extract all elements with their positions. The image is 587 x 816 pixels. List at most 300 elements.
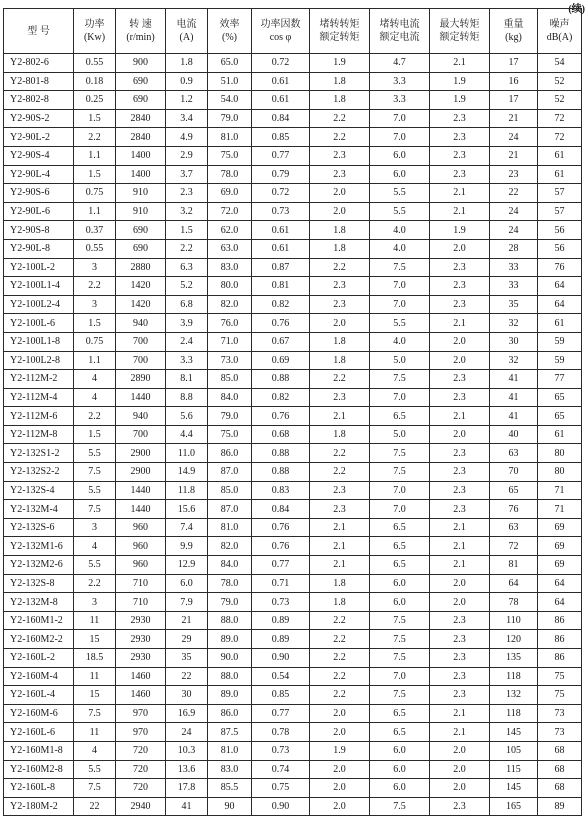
cell-power-factor: 0.82: [252, 388, 310, 407]
cell-power-factor: 0.54: [252, 667, 310, 686]
cell-power: 1.1: [74, 351, 116, 370]
cell-locked-torque-ratio: 1.9: [310, 741, 370, 760]
table-row: [4, 797, 582, 816]
cell-locked-current-ratio: 6.5: [370, 723, 430, 742]
cell-max-torque-ratio: 2.0: [430, 741, 490, 760]
cell-max-torque-ratio: 2.3: [430, 649, 490, 668]
cell-power: 0.25: [74, 91, 116, 110]
table-row: [4, 593, 582, 612]
cell-current: 0.9: [166, 72, 208, 91]
cell-weight: 41: [490, 370, 538, 389]
cell-model: Y2-160M1-8: [4, 741, 74, 760]
cell-power-factor: 0.77: [252, 704, 310, 723]
cell-model: Y2-180M-2: [4, 797, 74, 816]
cell-power-factor: 0.88: [252, 370, 310, 389]
cell-model: Y2-90L-4: [4, 165, 74, 184]
cell-weight: 16: [490, 72, 538, 91]
cell-max-torque-ratio: 2.1: [430, 54, 490, 73]
cell-max-torque-ratio: 2.3: [430, 109, 490, 128]
cell-locked-torque-ratio: 1.8: [310, 221, 370, 240]
cell-weight: 40: [490, 425, 538, 444]
cell-efficiency: 85.0: [208, 481, 252, 500]
cell-power-factor: 0.76: [252, 518, 310, 537]
cell-speed: 720: [116, 741, 166, 760]
cell-power: 2.2: [74, 277, 116, 296]
cell-current: 11.8: [166, 481, 208, 500]
cell-power: 5.5: [74, 444, 116, 463]
cell-max-torque-ratio: 2.3: [430, 146, 490, 165]
cell-current: 30: [166, 686, 208, 705]
cell-locked-current-ratio: 5.0: [370, 425, 430, 444]
cell-max-torque-ratio: 2.0: [430, 760, 490, 779]
cell-efficiency: 90.0: [208, 649, 252, 668]
cell-max-torque-ratio: 2.3: [430, 611, 490, 630]
cell-speed: 960: [116, 518, 166, 537]
cell-current: 5.6: [166, 407, 208, 426]
cell-max-torque-ratio: 2.0: [430, 574, 490, 593]
cell-speed: 1420: [116, 277, 166, 296]
cell-power-factor: 0.61: [252, 221, 310, 240]
cell-noise: 56: [538, 221, 582, 240]
cell-model: Y2-160M1-2: [4, 611, 74, 630]
cell-locked-torque-ratio: 2.3: [310, 481, 370, 500]
cell-max-torque-ratio: 2.1: [430, 556, 490, 575]
cell-noise: 86: [538, 649, 582, 668]
cell-current: 5.2: [166, 277, 208, 296]
cell-power: 15: [74, 630, 116, 649]
table-row: [4, 556, 582, 575]
cell-noise: 69: [538, 537, 582, 556]
cell-efficiency: 65.0: [208, 54, 252, 73]
cell-noise: 71: [538, 481, 582, 500]
header-max-torque-ratio: [430, 9, 490, 54]
cell-noise: 64: [538, 277, 582, 296]
cell-current: 16.9: [166, 704, 208, 723]
cell-locked-torque-ratio: 1.8: [310, 91, 370, 110]
cell-weight: 78: [490, 593, 538, 612]
cell-noise: 76: [538, 258, 582, 277]
cell-efficiency: 76.0: [208, 314, 252, 333]
cell-max-torque-ratio: 2.3: [430, 630, 490, 649]
cell-model: Y2-801-8: [4, 72, 74, 91]
cell-weight: 72: [490, 537, 538, 556]
table-row: [4, 444, 582, 463]
cell-efficiency: 87.0: [208, 463, 252, 482]
cell-current: 11.0: [166, 444, 208, 463]
header-text: 重量: [503, 19, 524, 30]
cell-current: 17.8: [166, 779, 208, 798]
cell-efficiency: 78.0: [208, 165, 252, 184]
cell-model: Y2-100L-6: [4, 314, 74, 333]
cell-speed: 720: [116, 779, 166, 798]
cell-locked-torque-ratio: 2.0: [310, 779, 370, 798]
cell-max-torque-ratio: 2.3: [430, 370, 490, 389]
cell-power: 0.18: [74, 72, 116, 91]
cell-locked-torque-ratio: 2.1: [310, 407, 370, 426]
cell-noise: 61: [538, 314, 582, 333]
cell-power: 1.5: [74, 165, 116, 184]
cell-locked-torque-ratio: 2.1: [310, 537, 370, 556]
cell-weight: 33: [490, 258, 538, 277]
cell-locked-current-ratio: 3.3: [370, 72, 430, 91]
cell-model: Y2-160L-4: [4, 686, 74, 705]
cell-current: 2.3: [166, 184, 208, 203]
cell-max-torque-ratio: 2.0: [430, 351, 490, 370]
cell-speed: 690: [116, 221, 166, 240]
cell-model: Y2-160L-8: [4, 779, 74, 798]
cell-noise: 72: [538, 109, 582, 128]
table-row: [4, 258, 582, 277]
cell-noise: 59: [538, 332, 582, 351]
cell-locked-current-ratio: 6.5: [370, 518, 430, 537]
cell-locked-current-ratio: 7.0: [370, 277, 430, 296]
cell-efficiency: 88.0: [208, 611, 252, 630]
cell-current: 35: [166, 649, 208, 668]
cell-power: 1.5: [74, 425, 116, 444]
cell-locked-torque-ratio: 2.0: [310, 797, 370, 816]
cell-locked-current-ratio: 6.5: [370, 537, 430, 556]
cell-power-factor: 0.61: [252, 91, 310, 110]
table-row: [4, 54, 582, 73]
cell-power: 7.5: [74, 704, 116, 723]
motor-spec-table: [3, 8, 582, 816]
table-row: [4, 574, 582, 593]
table-row: [4, 221, 582, 240]
cell-locked-current-ratio: 5.5: [370, 314, 430, 333]
cell-power-factor: 0.88: [252, 444, 310, 463]
cell-locked-current-ratio: 6.0: [370, 146, 430, 165]
cell-model: Y2-160L-6: [4, 723, 74, 742]
cell-noise: 65: [538, 388, 582, 407]
cell-noise: 69: [538, 556, 582, 575]
cell-power: 7.5: [74, 500, 116, 519]
cell-speed: 1400: [116, 165, 166, 184]
table-row: [4, 463, 582, 482]
cell-locked-torque-ratio: 2.2: [310, 649, 370, 668]
cell-model: Y2-90S-2: [4, 109, 74, 128]
cell-locked-torque-ratio: 2.3: [310, 388, 370, 407]
cell-efficiency: 82.0: [208, 295, 252, 314]
cell-power-factor: 0.81: [252, 277, 310, 296]
cell-locked-current-ratio: 7.5: [370, 370, 430, 389]
cell-max-torque-ratio: 1.9: [430, 221, 490, 240]
cell-current: 7.9: [166, 593, 208, 612]
cell-model: Y2-132S-6: [4, 518, 74, 537]
cell-speed: 700: [116, 425, 166, 444]
cell-efficiency: 72.0: [208, 202, 252, 221]
cell-power: 11: [74, 723, 116, 742]
cell-current: 3.3: [166, 351, 208, 370]
cell-power-factor: 0.76: [252, 537, 310, 556]
header-text: 转 速: [129, 19, 152, 30]
cell-weight: 63: [490, 444, 538, 463]
table-row: [4, 518, 582, 537]
cell-weight: 33: [490, 277, 538, 296]
cell-noise: 80: [538, 463, 582, 482]
cell-noise: 52: [538, 91, 582, 110]
cell-noise: 57: [538, 184, 582, 203]
cell-speed: 700: [116, 332, 166, 351]
cell-model: Y2-160M2-2: [4, 630, 74, 649]
cell-efficiency: 87.5: [208, 723, 252, 742]
cell-weight: 76: [490, 500, 538, 519]
cell-noise: 86: [538, 630, 582, 649]
cell-current: 4.9: [166, 128, 208, 147]
cell-speed: 2890: [116, 370, 166, 389]
cell-power: 7.5: [74, 779, 116, 798]
cell-max-torque-ratio: 1.9: [430, 72, 490, 91]
cell-weight: 81: [490, 556, 538, 575]
cell-power-factor: 0.85: [252, 686, 310, 705]
header-text: cos φ: [269, 32, 292, 43]
header-power-factor: [252, 9, 310, 54]
cell-weight: 135: [490, 649, 538, 668]
cell-max-torque-ratio: 2.3: [430, 500, 490, 519]
cell-noise: 61: [538, 165, 582, 184]
cell-speed: 1440: [116, 481, 166, 500]
cell-max-torque-ratio: 2.1: [430, 704, 490, 723]
cell-noise: 54: [538, 54, 582, 73]
table-row: [4, 667, 582, 686]
cell-weight: 21: [490, 109, 538, 128]
cell-speed: 940: [116, 407, 166, 426]
cell-weight: 32: [490, 351, 538, 370]
cell-locked-torque-ratio: 2.2: [310, 370, 370, 389]
cell-model: Y2-112M-8: [4, 425, 74, 444]
cell-current: 9.9: [166, 537, 208, 556]
cell-current: 3.9: [166, 314, 208, 333]
cell-weight: 17: [490, 54, 538, 73]
cell-weight: 132: [490, 686, 538, 705]
cell-locked-torque-ratio: 1.8: [310, 351, 370, 370]
cell-power-factor: 0.84: [252, 109, 310, 128]
cell-speed: 960: [116, 556, 166, 575]
cell-speed: 700: [116, 351, 166, 370]
cell-power-factor: 0.73: [252, 593, 310, 612]
continued-label: (续): [568, 4, 585, 15]
table-row: [4, 779, 582, 798]
cell-current: 3.2: [166, 202, 208, 221]
cell-model: Y2-132S2-2: [4, 463, 74, 482]
cell-current: 13.6: [166, 760, 208, 779]
header-noise: [538, 9, 582, 54]
cell-power: 1.5: [74, 109, 116, 128]
cell-speed: 970: [116, 704, 166, 723]
table-row: [4, 388, 582, 407]
table-row: [4, 537, 582, 556]
cell-power-factor: 0.71: [252, 574, 310, 593]
cell-locked-current-ratio: 6.0: [370, 593, 430, 612]
header-text: 功率因数: [260, 19, 301, 30]
header-text: (kg): [505, 32, 522, 43]
header-row: [4, 9, 582, 54]
cell-current: 41: [166, 797, 208, 816]
cell-weight: 115: [490, 760, 538, 779]
cell-weight: 28: [490, 239, 538, 258]
cell-power: 5.5: [74, 481, 116, 500]
cell-current: 21: [166, 611, 208, 630]
cell-power-factor: 0.89: [252, 630, 310, 649]
cell-efficiency: 85.0: [208, 370, 252, 389]
cell-current: 29: [166, 630, 208, 649]
cell-locked-torque-ratio: 2.2: [310, 611, 370, 630]
header-text: 电流: [176, 19, 197, 30]
cell-max-torque-ratio: 2.3: [430, 295, 490, 314]
cell-efficiency: 81.0: [208, 128, 252, 147]
cell-model: Y2-100L2-4: [4, 295, 74, 314]
cell-power-factor: 0.90: [252, 797, 310, 816]
cell-noise: 56: [538, 239, 582, 258]
cell-efficiency: 85.5: [208, 779, 252, 798]
header-power: [74, 9, 116, 54]
cell-current: 1.2: [166, 91, 208, 110]
cell-locked-torque-ratio: 1.8: [310, 574, 370, 593]
cell-speed: 1420: [116, 295, 166, 314]
cell-power: 4: [74, 370, 116, 389]
cell-power-factor: 0.82: [252, 295, 310, 314]
cell-max-torque-ratio: 2.1: [430, 537, 490, 556]
cell-current: 22: [166, 667, 208, 686]
header-text: 额定转矩: [439, 32, 480, 43]
cell-noise: 72: [538, 128, 582, 147]
table-row: [4, 109, 582, 128]
cell-efficiency: 79.0: [208, 593, 252, 612]
cell-speed: 1460: [116, 686, 166, 705]
cell-model: Y2-90L-8: [4, 239, 74, 258]
cell-model: Y2-90S-8: [4, 221, 74, 240]
cell-efficiency: 63.0: [208, 239, 252, 258]
cell-efficiency: 86.0: [208, 444, 252, 463]
cell-current: 8.1: [166, 370, 208, 389]
cell-weight: 65: [490, 481, 538, 500]
cell-max-torque-ratio: 2.3: [430, 797, 490, 816]
table-row: [4, 686, 582, 705]
table-row: [4, 760, 582, 779]
header-locked-torque-ratio: [310, 9, 370, 54]
cell-locked-current-ratio: 7.0: [370, 109, 430, 128]
header-text: 堵转转矩: [319, 19, 360, 30]
cell-noise: 65: [538, 407, 582, 426]
cell-locked-torque-ratio: 2.1: [310, 518, 370, 537]
cell-locked-current-ratio: 7.5: [370, 630, 430, 649]
cell-power-factor: 0.87: [252, 258, 310, 277]
cell-model: Y2-132S-8: [4, 574, 74, 593]
cell-speed: 710: [116, 593, 166, 612]
cell-weight: 23: [490, 165, 538, 184]
cell-current: 14.9: [166, 463, 208, 482]
cell-efficiency: 81.0: [208, 518, 252, 537]
table-row: [4, 407, 582, 426]
cell-noise: 77: [538, 370, 582, 389]
cell-current: 3.4: [166, 109, 208, 128]
table-row: [4, 351, 582, 370]
cell-locked-torque-ratio: 2.2: [310, 128, 370, 147]
cell-power-factor: 0.67: [252, 332, 310, 351]
cell-power-factor: 0.61: [252, 239, 310, 258]
cell-current: 1.5: [166, 221, 208, 240]
cell-locked-torque-ratio: 2.0: [310, 704, 370, 723]
header-model: [4, 9, 74, 54]
table-row: [4, 146, 582, 165]
header-text: (Kw): [83, 32, 106, 43]
table-row: [4, 723, 582, 742]
cell-locked-current-ratio: 7.5: [370, 444, 430, 463]
cell-locked-current-ratio: 7.0: [370, 128, 430, 147]
cell-max-torque-ratio: 2.3: [430, 165, 490, 184]
cell-locked-torque-ratio: 2.2: [310, 686, 370, 705]
cell-speed: 2900: [116, 463, 166, 482]
cell-max-torque-ratio: 2.1: [430, 518, 490, 537]
header-text: 堵转电流: [379, 19, 420, 30]
cell-power: 1.1: [74, 146, 116, 165]
cell-power: 11: [74, 611, 116, 630]
cell-efficiency: 81.0: [208, 741, 252, 760]
cell-locked-current-ratio: 6.5: [370, 704, 430, 723]
cell-max-torque-ratio: 2.3: [430, 128, 490, 147]
cell-speed: 900: [116, 54, 166, 73]
cell-efficiency: 69.0: [208, 184, 252, 203]
cell-noise: 75: [538, 667, 582, 686]
header-text: 最大转矩: [439, 19, 480, 30]
cell-locked-torque-ratio: 2.2: [310, 463, 370, 482]
cell-power: 2.2: [74, 128, 116, 147]
cell-max-torque-ratio: 1.9: [430, 91, 490, 110]
cell-weight: 63: [490, 518, 538, 537]
cell-locked-torque-ratio: 2.0: [310, 202, 370, 221]
cell-efficiency: 79.0: [208, 109, 252, 128]
cell-speed: 1440: [116, 388, 166, 407]
cell-locked-torque-ratio: 1.8: [310, 332, 370, 351]
cell-noise: 68: [538, 760, 582, 779]
cell-noise: 64: [538, 295, 582, 314]
cell-efficiency: 83.0: [208, 760, 252, 779]
cell-model: Y2-100L2-8: [4, 351, 74, 370]
cell-max-torque-ratio: 2.1: [430, 407, 490, 426]
cell-power: 4: [74, 537, 116, 556]
cell-power-factor: 0.72: [252, 184, 310, 203]
cell-speed: 1400: [116, 146, 166, 165]
cell-max-torque-ratio: 2.0: [430, 332, 490, 351]
cell-locked-current-ratio: 3.3: [370, 91, 430, 110]
table-row: [4, 165, 582, 184]
cell-max-torque-ratio: 2.0: [430, 425, 490, 444]
cell-efficiency: 51.0: [208, 72, 252, 91]
cell-power: 15: [74, 686, 116, 705]
cell-efficiency: 83.0: [208, 258, 252, 277]
cell-max-torque-ratio: 2.1: [430, 184, 490, 203]
cell-speed: 1440: [116, 500, 166, 519]
cell-power: 7.5: [74, 463, 116, 482]
cell-model: Y2-100L-2: [4, 258, 74, 277]
cell-max-torque-ratio: 2.3: [430, 277, 490, 296]
cell-efficiency: 89.0: [208, 630, 252, 649]
cell-efficiency: 89.0: [208, 686, 252, 705]
cell-locked-current-ratio: 4.0: [370, 332, 430, 351]
cell-model: Y2-132M-4: [4, 500, 74, 519]
table-row: [4, 314, 582, 333]
cell-locked-current-ratio: 7.5: [370, 649, 430, 668]
cell-model: Y2-112M-6: [4, 407, 74, 426]
cell-power-factor: 0.68: [252, 425, 310, 444]
cell-current: 24: [166, 723, 208, 742]
cell-efficiency: 75.0: [208, 425, 252, 444]
cell-locked-torque-ratio: 1.8: [310, 239, 370, 258]
header-text: 额定电流: [379, 32, 420, 43]
cell-weight: 120: [490, 630, 538, 649]
cell-locked-torque-ratio: 2.2: [310, 667, 370, 686]
cell-power: 2.2: [74, 407, 116, 426]
cell-noise: 71: [538, 500, 582, 519]
